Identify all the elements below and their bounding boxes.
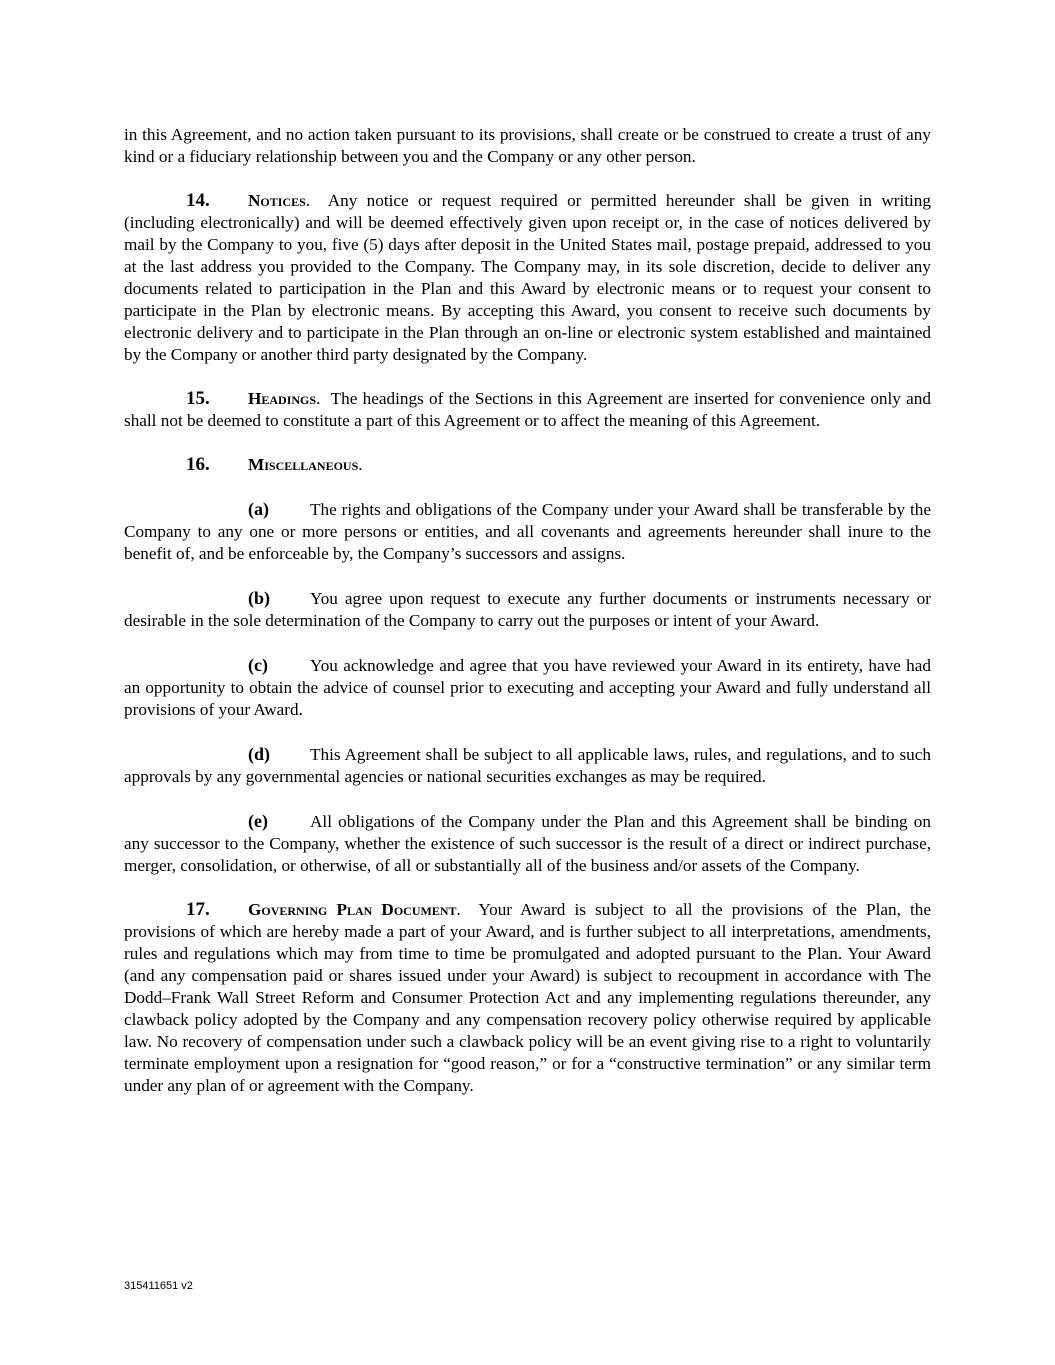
subsection-d	[124, 743, 931, 788]
subsection-text: You agree upon request to execute any further documents or instruments necessary or desirable in the sole determination of the Company to carry out the purposes or intent of your Award.	[124, 589, 931, 630]
section-body: Your Award is subject to all the provisions of the Plan, the provisions of which are hereby made a part of your Award, and is further subject to all interpretations, amendments, rules and regulations which may from time to time be promulgated and adopted pursuant to the Plan. Your Award (and any compensation paid or shares issued under your Award) is subject to recoupment in accordance with The Dodd–Frank Wall Street Reform and Consumer Protection Act and any implementing regulations thereunder, any clawback policy adopted by the Company and any compensation recovery policy otherwise required by applicable law. No recovery of compensation under such a clawback policy will be an event giving rise to a right to voluntarily terminate employment upon a resignation for “good reason,” or for a “constructive termination” or any similar term under any plan of or agreement with the Company.	[124, 900, 931, 1095]
subsection-label: (b)	[248, 588, 270, 608]
subsection-text: You acknowledge and agree that you have reviewed your Award in its entirety, have had an opportunity to obtain the advice of counsel prior to executing and accepting your Award and fully understand all provisions of your Award.	[124, 656, 931, 719]
section-15-headings: 15. Headings. The headings of the Sections in this Agreement are inserted for convenience only and shall not be deemed to constitute a part of this Agreement or to affect the meaning of this Agreement.	[124, 388, 931, 430]
section-number: 14.	[186, 190, 210, 211]
section-body: The headings of the Sections in this Agreement are inserted for convenience only and shall not be deemed to constitute a part of this Agreement or to affect the meaning of this Agreement.	[124, 389, 931, 430]
section-number: 16.	[186, 454, 210, 475]
section-caption: Headings	[248, 389, 317, 408]
subsection-a	[124, 498, 931, 565]
subsection-text: All obligations of the Company under the Plan and this Agreement shall be binding on any successor to the Company, whether the existence of such successor is the result of a direct or indirect purchase, merger, consolidation, or otherwise, of all or substantially all of the business and/or assets of the Company.	[124, 812, 931, 875]
subsection-c	[124, 654, 931, 721]
section-16-miscellaneous: 16. Miscellaneous.	[186, 454, 363, 475]
subsection-label: (c)	[248, 655, 268, 675]
section-17-governing-plan-document: 17. Governing Plan Document. Your Award is subject to all the provisions of the Plan, the provisions of which are hereby made a part of your Award, and is further subject to all interpretations, amendments, rules and regulations which may from time to time be promulgated and adopted pursuant to the Plan. Your Award (and any compensation paid or shares issued under your Award) is subject to recoupment in accordance with The Dodd–Frank Wall Street Reform and Consumer Protection Act and any implementing regulations thereunder, any clawback policy adopted by the Company and any compensation recovery policy otherwise required by applicable law. No recovery of compensation under such a clawback policy will be an event giving rise to a right to voluntarily terminate employment upon a resignation for “good reason,” or for a “constructive termination” or any similar term under any plan of or agreement with the Company.	[124, 899, 931, 1095]
subsection-b	[124, 587, 931, 632]
section-caption: Governing Plan Document	[248, 900, 457, 919]
section-caption: Notices	[248, 191, 306, 210]
section-14-notices: 14. Notices. Any notice or request required or permitted hereunder shall be given in writing (including electronically) and will be deemed effectively given upon receipt or, in the case of notices delivered by mail by the Company to you, five (5) days after deposit in the United States mail, postage prepaid, addressed to you at the last address you provided to the Company. The Company may, in its sole discretion, decide to deliver any documents related to participation in the Plan and this Award by electronic means or to request your consent to participate in the Plan by electronic means. By accepting this Award, you consent to receive such documents by electronic delivery and to participate in the Plan through an on-line or electronic system established and maintained by the Company or another third party designated by the Company.	[124, 190, 931, 364]
subsection-label: (e)	[248, 811, 268, 831]
subsection-text: The rights and obligations of the Company under your Award shall be transferable by the Company to any one or more persons or entities, and all covenants and agreements hereunder shall inure to the benefit of, and be enforceable by, the Company’s successors and assigns.	[124, 500, 931, 563]
subsection-label: (d)	[248, 744, 270, 764]
section-caption: Miscellaneous	[248, 455, 359, 474]
subsection-label: (a)	[248, 499, 269, 519]
subsection-text: This Agreement shall be subject to all applicable laws, rules, and regulations, and to such approvals by any governmental agencies or national securities exchanges as may be required.	[124, 745, 931, 786]
document-id-footer: 315411651 v2	[124, 1280, 193, 1292]
document-page	[124, 124, 931, 1119]
section-number: 17.	[186, 899, 210, 920]
section-number: 15.	[186, 388, 210, 409]
subsection-e	[124, 810, 931, 877]
intro-paragraph: in this Agreement, and no action taken pursuant to its provisions, shall create or be construed to create a trust of any kind or a fiduciary relationship between you and the Company or any other person.	[124, 125, 931, 166]
section-body: Any notice or request required or permitted hereunder shall be given in writing (including electronically) and will be deemed effectively given upon receipt or, in the case of notices delivered by mail by the Company to you, five (5) days after deposit in the United States mail, postage prepaid, addressed to you at the last address you provided to the Company. The Company may, in its sole discretion, decide to deliver any documents related to participation in the Plan and this Award by electronic means or to request your consent to participate in the Plan by electronic means. By accepting this Award, you consent to receive such documents by electronic delivery and to participate in the Plan through an on-line or electronic system established and maintained by the Company or another third party designated by the Company.	[124, 191, 931, 364]
